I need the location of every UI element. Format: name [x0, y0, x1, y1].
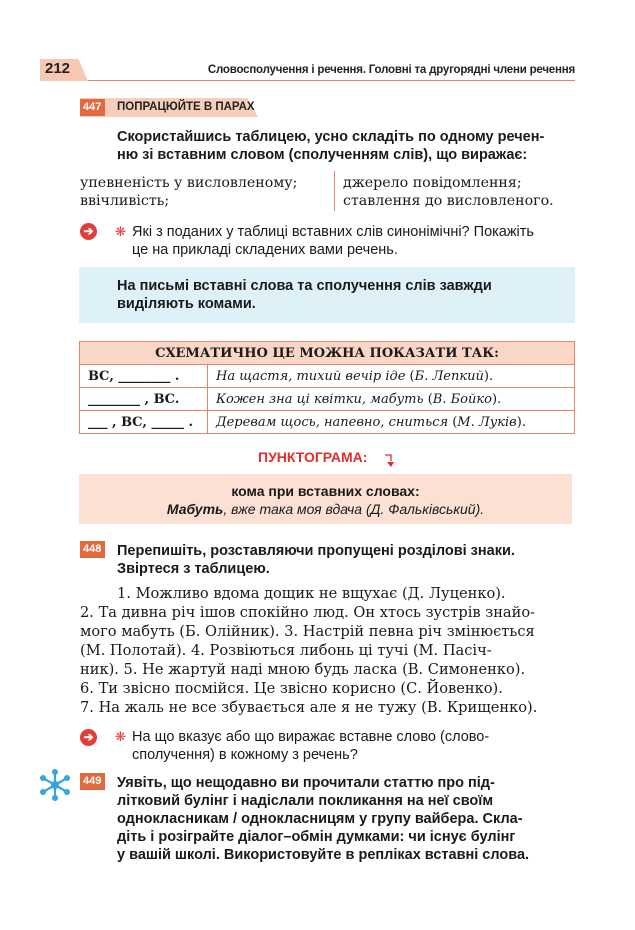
exercise-number-448: 448 — [80, 541, 105, 558]
ex448-text-line-6: 6. Ти звісно посмійся. Це звісно корисно (С. Йовенко). — [80, 680, 503, 697]
ex447-task-line-1: Скористайшись таблицею, усно складіть по одному речен- — [117, 129, 545, 145]
page-header — [0, 56, 635, 82]
header-divider — [88, 80, 575, 81]
info-line-2: виділяють комами. — [117, 296, 256, 312]
network-dots-icon — [38, 768, 72, 802]
arrow-right-circle-icon: ➔ — [80, 223, 97, 240]
scheme-table — [79, 341, 575, 434]
ex449-line-5: у вашій школі. Використовуйте в репліках вставні слова. — [117, 847, 530, 863]
ex447-task-line-2: ню зі вставним словом (сполученням слів), що виражає: — [117, 147, 528, 163]
ex448-text-line-4: (М. Полотай). 4. Розвіються либонь ці тучі (М. Пасіч- — [80, 642, 492, 659]
ex449-line-3: однокласникам / однокласницям у групу вайбера. Скла- — [117, 811, 523, 827]
ex447-left-col-1: упевненість у висловленому; — [80, 175, 298, 191]
asterisk-icon: ❋ — [115, 729, 126, 744]
example-cell: Деревам щось, напевно, сниться (М. Луків). — [208, 411, 575, 434]
example-author: М. Луків — [457, 414, 517, 430]
punktogram-box — [79, 474, 572, 524]
ex447-question-line-1: Які з поданих у таблиці вставних слів синонімічні? Покажіть — [132, 224, 534, 240]
ex448-task-line-2: Звіртеся з таблицею. — [117, 561, 270, 577]
scheme-table-header: СХЕМАТИЧНО ЦЕ МОЖНА ПОКАЗАТИ ТАК: — [80, 342, 575, 365]
example-text: Деревам щось, напевно, сниться — [216, 414, 449, 430]
ex447-question-line-2: це на прикладі складених вами речень. — [132, 242, 398, 258]
ex447-right-col-1: джерело повідомлення; — [343, 175, 522, 191]
ex448-text-line-7: 7. На жаль не все збувається але я не тужу (В. Крищенко). — [80, 699, 538, 716]
punktogram-comma-icon — [383, 452, 397, 468]
ex447-left-col-2: ввічливість; — [80, 193, 170, 209]
ex448-text-line-2: 2. Та дивна річ ішов спокійно люд. Он хтось зустрів знайо- — [80, 604, 536, 621]
table-row — [80, 365, 575, 388]
punktogram-example-word: Мабуть — [166, 501, 224, 517]
example-text: На щастя, тихий вечір іде — [216, 368, 406, 384]
asterisk-icon: ❋ — [115, 224, 126, 239]
info-line-1: На письмі вставні слова та сполучення слів завжди — [117, 278, 492, 294]
ex449-line-2: літковий булінг і надіслали покликання на неї своїм — [117, 793, 494, 809]
table-row — [80, 411, 575, 434]
exercise-number-447: 447 — [80, 99, 105, 116]
ex448-question-line-2: сполучення) в кожному з речень? — [132, 747, 358, 763]
exercise-number-449: 449 — [80, 773, 105, 790]
punktogram-rule: кома при вставних словах: — [231, 483, 420, 499]
ex448-question-line-1: На що вказує або що виражає вставне слово (слово- — [132, 729, 490, 745]
arrow-right-circle-icon: ➔ — [80, 729, 97, 746]
rule-info-box — [79, 267, 575, 323]
example-cell: На щастя, тихий вечір іде (Б. Лепкий). — [208, 365, 575, 388]
punktogram-example: Мабуть, вже така моя вдача (Д. Фальківський). — [166, 501, 485, 517]
table-row — [80, 388, 575, 411]
scheme-cell: ________ , ВС. — [80, 388, 208, 411]
ex449-line-4: діть і розіграйте діалог–обмін думками: чи існує булінг — [117, 829, 516, 845]
scheme-cell: ВС, ________ . — [80, 365, 208, 388]
punktogram-title: ПУНКТОГРАМА: — [258, 449, 368, 465]
column-divider — [334, 171, 335, 211]
example-text: Кожен зна ці квітки, мабуть — [216, 391, 424, 407]
example-cell: Кожен зна ці квітки, мабуть (В. Бойко). — [208, 388, 575, 411]
running-title: Словосполучення і речення. Головні та другорядні члени речення — [207, 64, 575, 76]
page-number: 212 — [45, 60, 71, 77]
ex448-text-line-3: мого мабуть (Б. Олійник). 3. Настрій певна річ змінюється — [80, 623, 535, 640]
ex448-task-line-1: Перепишіть, розставляючи пропущені розділові знаки. — [117, 543, 515, 559]
scheme-cell: ___ , ВС, _____ . — [80, 411, 208, 434]
example-author: В. Бойко — [432, 391, 492, 407]
ex448-text-line-1: 1. Можливо вдома дощик не вщухає (Д. Луценко). — [117, 585, 506, 602]
example-author: Б. Лепкий — [414, 368, 484, 384]
exercise-label: ПОПРАЦЮЙТЕ В ПАРАХ — [117, 101, 255, 113]
ex447-right-col-2: ставлення до висловленого. — [343, 193, 554, 209]
ex448-text-line-5: ник). 5. Не жартуй наді мною будь ласка (В. Симоненко). — [80, 661, 526, 678]
ex449-line-1: Уявіть, що нещодавно ви прочитали статтю про під- — [117, 775, 495, 791]
